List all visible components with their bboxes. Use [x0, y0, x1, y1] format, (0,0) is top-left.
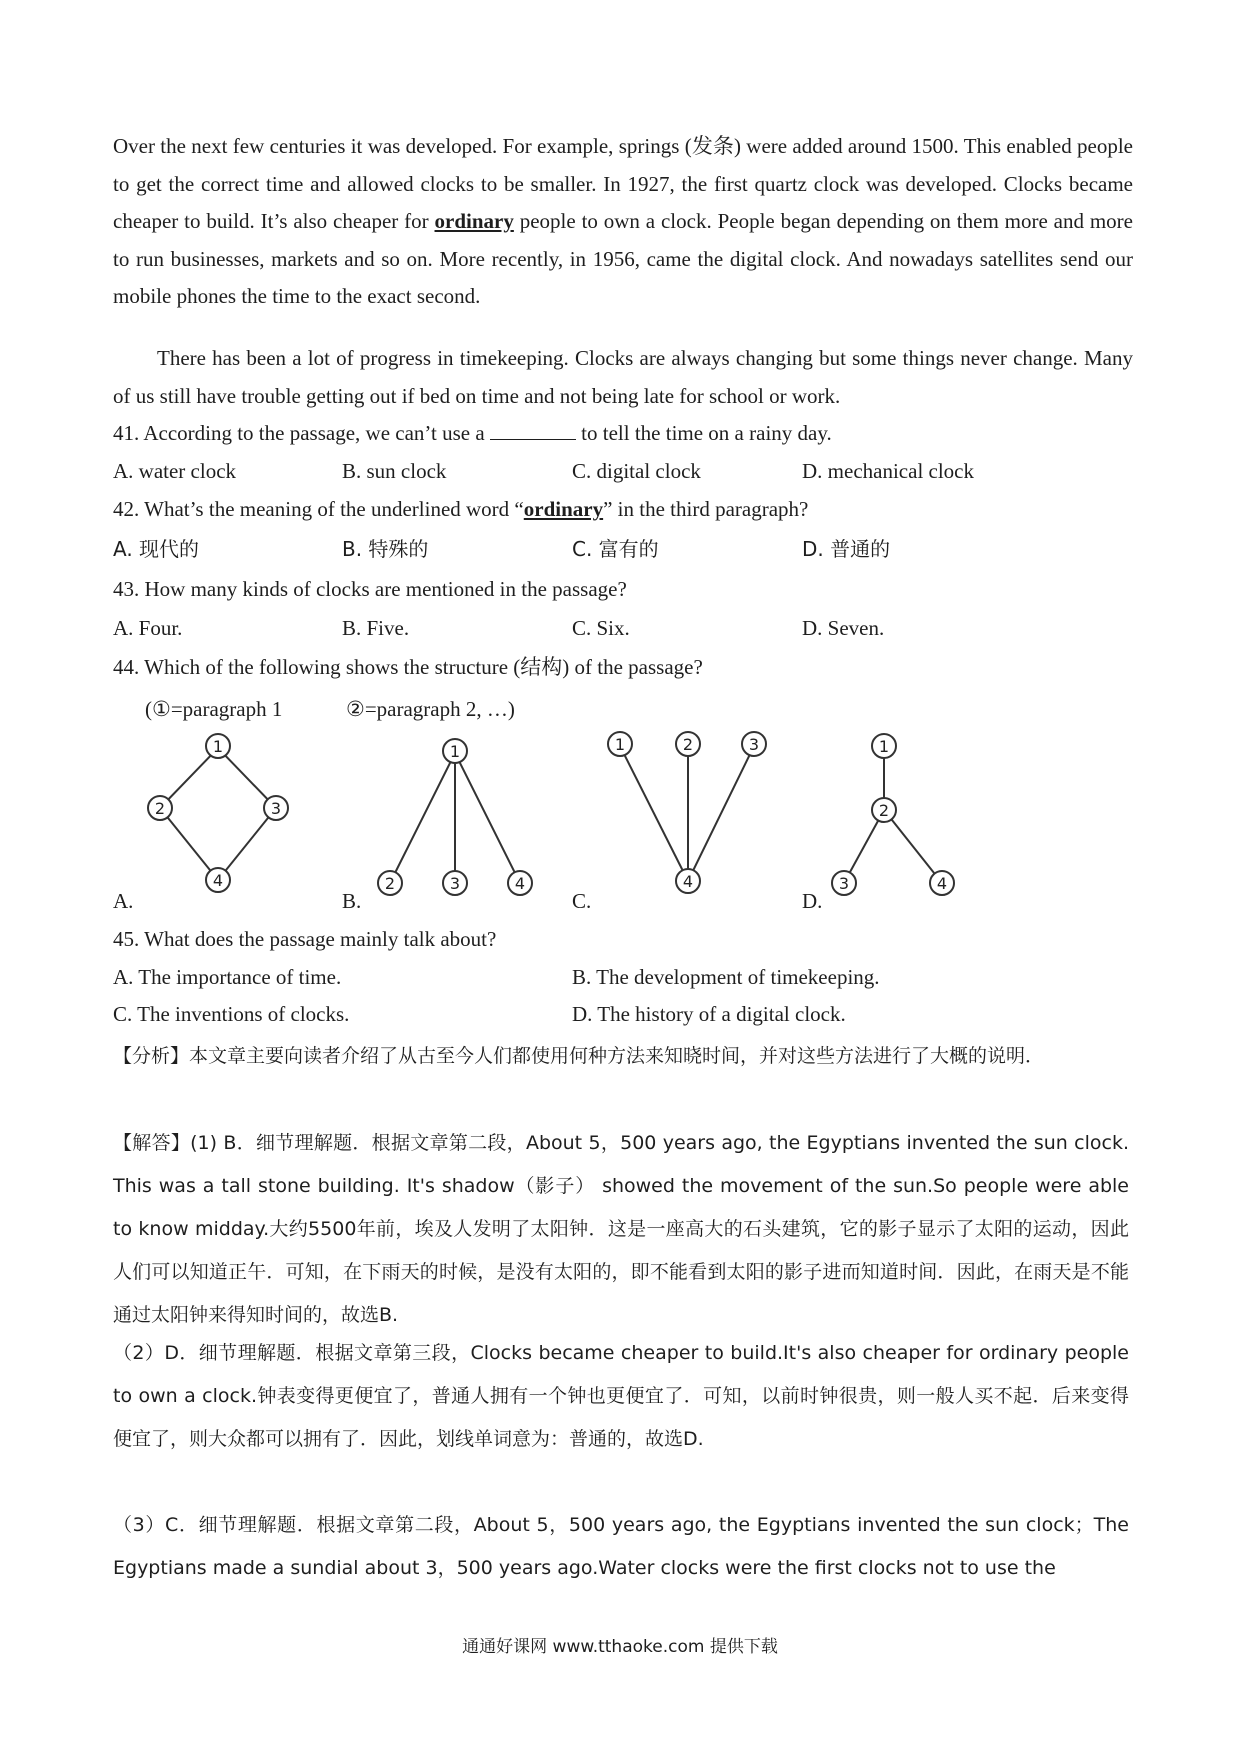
answer-1-text: (1) B．细节理解题．根据文章第二段，About 5，500 years ago, the Egyptians invented the sun clock. This was a tall stone building. It's shadow（影子） showed the movement of the sun.So people were able to know midday.大约5500年前，埃及人发明了太阳钟．这是一座高大的石头建筑，它的影子显示了太阳的运动，因此人们可以知道正午．可知，在下雨天的时候，是没有太阳的，即不能看到太阳的影子进而知道时间．因此，在雨天是不能通过太阳钟来得知时间的，故选B.	[113, 1132, 1129, 1326]
q44-option-a: A.	[113, 889, 134, 913]
node-label: 3	[270, 799, 282, 818]
question-45: 45. What does the passage mainly talk about?	[113, 927, 497, 951]
node-label: 1	[212, 737, 224, 756]
node-label: 4	[212, 871, 224, 890]
q43-option-c: C. Six.	[572, 616, 630, 640]
node-label: 4	[682, 872, 694, 891]
jieda-tag: 【解答】	[113, 1132, 191, 1154]
underlined-word: ordinary	[523, 497, 604, 521]
q42-option-b: B. 特殊的	[342, 537, 429, 561]
question-44: 44. Which of the following shows the structure (结构) of the passage?	[113, 655, 703, 679]
passage-paragraph-4: There has been a lot of progress in timekeeping. Clocks are always changing but some things never change. Many of us still have trouble getting out if bed on time and not being late for school or work.	[113, 346, 1133, 408]
q45-option-b: B. The development of timekeeping.	[572, 965, 880, 989]
fenxi-tag: 【分析】	[113, 1045, 190, 1067]
question-stem: ” in the third paragraph?	[603, 497, 809, 521]
node-label: 2	[384, 874, 396, 893]
node-label: 1	[614, 735, 626, 754]
underlined-word: ordinary	[434, 209, 514, 233]
q45-option-c: C. The inventions of clocks.	[113, 1002, 350, 1026]
node-label: 3	[838, 874, 850, 893]
structure-legend-2: ②=paragraph 2, …)	[346, 697, 515, 721]
passage-paragraph-3	[113, 128, 1133, 316]
analysis-answer-3: （3）C．细节理解题．根据文章第二段，About 5，500 years ago, the Egyptians invented the sun clock；The Egyptians made a sundial about 3，500 years ago.Water clocks were the first clocks not to use the	[113, 1514, 1129, 1579]
node-label: 2	[682, 735, 694, 754]
question-stem: 42. What’s the meaning of the underlined word “	[113, 497, 524, 521]
analysis-answer-2: （2）D．细节理解题．根据文章第三段，Clocks became cheaper to build.It's also cheaper for ordinary people to own a clock.钟表变得更便宜了，普通人拥有一个钟也更便宜了．可知，以前时钟很贵，则一般人买不起．后来变得便宜了，则大众都可以拥有了．因此，划线单词意为：普通的，故选D.	[113, 1342, 1129, 1450]
q43-option-a: A. Four.	[113, 616, 183, 640]
question-42	[113, 494, 808, 524]
node-label: 4	[936, 874, 948, 893]
q41-option-a: A. water clock	[113, 459, 237, 483]
q45-option-d: D. The history of a digital clock.	[572, 1002, 846, 1026]
paragraph-text: people to own a clock. People began depending on them more and more to run businesses, markets and so on. More recently, in 1956, came the digital clock. And nowadays satellites send our mobile phones the time to the exact second.	[113, 209, 1133, 308]
node-label: 3	[449, 874, 461, 893]
question-41	[113, 418, 832, 448]
q43-option-d: D. Seven.	[802, 616, 885, 640]
q45-option-a: A. The importance of time.	[113, 965, 342, 989]
q41-option-b: B. sun clock	[342, 459, 447, 483]
question-stem: 41. According to the passage, we can’t use a	[113, 421, 490, 445]
structure-legend-1: (①=paragraph 1	[145, 697, 283, 721]
q41-option-c: C. digital clock	[572, 459, 701, 483]
page-footer: 通通好课网 www.tthaoke.com 提供下载	[462, 1637, 778, 1657]
q42-option-c: C. 富有的	[572, 537, 659, 561]
analysis-fenxi	[113, 1035, 1129, 1078]
question-43: 43. How many kinds of clocks are mentioned in the passage?	[113, 577, 627, 601]
q41-option-d: D. mechanical clock	[802, 459, 974, 483]
node-label: 1	[449, 742, 461, 761]
structure-diagrams	[100, 728, 1020, 908]
node-label: 2	[154, 799, 166, 818]
analysis-answer-1	[113, 1122, 1129, 1337]
answer-blank	[490, 421, 576, 440]
node-label: 2	[878, 801, 890, 820]
q42-option-a: A. 现代的	[113, 537, 200, 561]
q43-option-b: B. Five.	[342, 616, 410, 640]
q42-option-d: D. 普通的	[802, 537, 891, 561]
paragraph-text: Over the next few centuries it was developed. For example, springs (发条) were added around 1500. This enabled people to get the correct time and allowed clocks to be smaller. In 1927, the first quartz clock was developed. Clocks became cheaper to build. It’s also cheaper for	[113, 134, 1133, 233]
fenxi-text: 本文章主要向读者介绍了从古至今人们都使用何种方法来知晓时间，并对这些方法进行了大概的说明．	[189, 1045, 1045, 1067]
node-label: 1	[878, 737, 890, 756]
q44-option-d: D.	[802, 889, 823, 913]
question-stem: to tell the time on a rainy day.	[575, 421, 832, 445]
q44-option-c: C.	[572, 889, 592, 913]
node-label: 4	[514, 874, 526, 893]
q44-option-b: B.	[342, 889, 362, 913]
node-label: 3	[748, 735, 760, 754]
